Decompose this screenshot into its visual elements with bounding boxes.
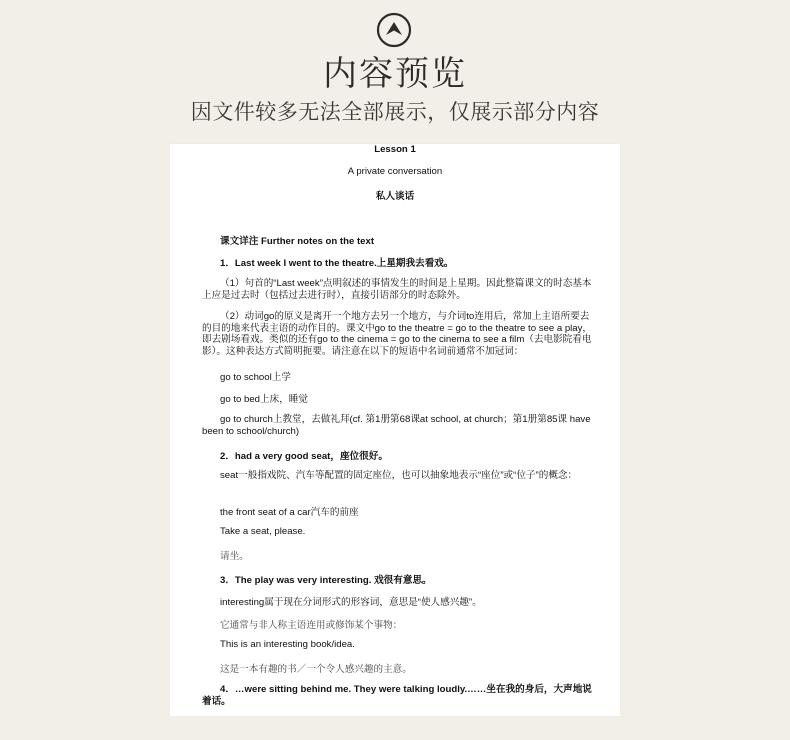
note-paragraph: interesting属于现在分词形式的形容词，意思是“使人感兴趣”。 [220, 597, 482, 608]
page-title: 内容预览 [323, 54, 467, 94]
note-paragraph: 它通常与非人称主语连用或修饰某个事物： [220, 620, 403, 631]
note-heading: 4．…were sitting behind me. They were talking loudly.……坐在我的身后，大声地说着话。 [202, 684, 592, 707]
phrase-example: go to school上学 [220, 372, 291, 383]
lesson-title-cn: 私人谈话 [375, 191, 415, 202]
note-heading: 1．Last week I went to the theatre.上星期我去看戏。 [220, 258, 454, 269]
note-example-translation: 这是一本有趣的书／一个令人感兴趣的主意。 [220, 664, 412, 675]
note-example-translation: 请坐。 [220, 551, 249, 562]
note-heading: 2．had a very good seat，座位很好。 [220, 451, 388, 462]
section-heading: 课文详注 Further notes on the text [220, 236, 375, 247]
lesson-number: Lesson 1 [374, 144, 416, 155]
note-example: the front seat of a car汽车的前座 [220, 507, 359, 518]
phrase-example: go to church上教堂，去做礼拜(cf. 第1册第68课at school, at church；第1册第85课 have been to school/church) [202, 414, 591, 437]
note-example: Take a seat, please. [220, 526, 306, 537]
note-paragraph: （1）句首的“Last week”点明叙述的事情发生的时间是上星期。因此整篇课文的时态基本上应是过去时（包括过去进行时），直接引语部分的时态除外。 [202, 278, 592, 301]
document-preview [170, 144, 620, 716]
note-example: This is an interesting book/idea. [220, 639, 355, 650]
page-subtitle: 因文件较多无法全部展示，仅展示部分内容 [190, 100, 600, 124]
note-paragraph: seat一般指戏院、汽车等配置的固定座位，也可以抽象地表示“座位”或“位子”的概念： [220, 470, 578, 481]
chevron-up-circle-icon [376, 12, 412, 48]
phrase-example: go to bed上床，睡觉 [220, 394, 308, 405]
lesson-title-en: A private conversation [347, 166, 443, 177]
note-heading: 3．The play was very interesting. 戏很有意思。 [220, 575, 432, 586]
note-paragraph: （2）动词go的原义是离开一个地方去另一个地方，与介词to连用后，常加上主语所要去的目的地来代表主语的动作目的。课文中go to the theatre = go to the theatre to see a play，即去剧场看戏。类似的还有go to the cinema = go to the cinema to see a film（去电影院看电影）。这种表达方式简明扼要。请注意在以下的短语中名词前通常不加冠词： [202, 311, 593, 357]
